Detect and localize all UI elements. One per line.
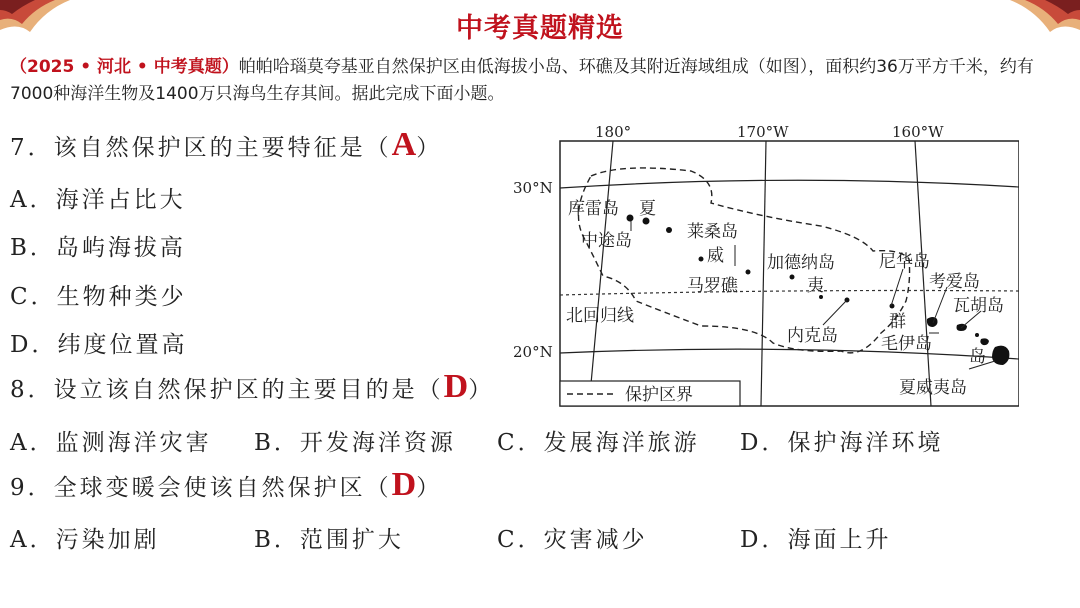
page-title: 中考真题精选 [456,13,624,44]
label-yi: 夷 [807,276,824,296]
reserve-map [511,121,1019,408]
intro-text: 帕帕哈瑙莫夸基亚自然保护区由低海拔小岛、环礁及其附近海域组成（如图），面积约36万平方千米，约有7000种海洋生物及1400万只海鸟生存其间。据此完成下面小题。 [10,57,1034,104]
question-8-option-b: B．开发海洋资源 [254,430,456,456]
lon-label-170w: 170°W [737,123,789,141]
lat-label-20n: 20°N [513,343,553,361]
question-8 [10,368,494,406]
label-xia: 夏 [639,199,656,219]
label-tropic: 北回归线 [566,306,634,326]
island-laysan [699,257,704,262]
question-9-option-d: D．海面上升 [740,527,892,553]
question-7-close: ） [416,135,443,161]
question-8-option-c: C．发展海洋旅游 [497,430,700,456]
island-gardner [790,275,795,280]
label-gardner: 加德纳岛 [767,253,835,273]
label-necker: 内克岛 [787,326,838,346]
label-kure: 库雷岛 [568,199,619,219]
question-7 [10,126,442,164]
intro-paragraph [10,54,1072,108]
question-9-close: ） [416,475,443,501]
question-8-stem: 8．设立该自然保护区的主要目的是（ [10,377,444,403]
island-molokai [975,333,979,337]
island-pearl [666,227,672,233]
question-7-option-d: D．纬度位置高 [10,332,188,358]
question-7-stem: 7．该自然保护区的主要特征是（ [10,135,392,161]
question-9-option-b: B．范围扩大 [254,527,404,553]
label-laysan: 莱桑岛 [687,222,738,242]
lon-label-180: 180° [595,123,632,141]
question-7-answer: A [391,126,417,163]
lon-label-160w: 160°W [892,123,944,141]
island-maro [746,270,751,275]
legend-label: 保护区界 [625,385,693,405]
label-maro: 马罗礁 [687,276,738,296]
question-8-option-d: D．保护海洋环境 [740,430,944,456]
label-kauai: 考爱岛 [929,272,980,292]
lat-label-30n: 30°N [513,179,553,197]
label-qun: 群 [889,312,906,332]
question-8-close: ） [468,377,495,403]
question-9-answer: D [391,466,417,503]
intro-source: （2025 • 河北 • 中考真题） [10,57,239,77]
question-9-option-c: C．灾害减少 [497,527,648,553]
question-9 [10,466,442,504]
reserve-map-svg [511,121,1019,408]
question-7-option-a: A．海洋占比大 [10,187,186,213]
question-8-option-a: A．监测海洋灾害 [10,430,212,456]
label-oahu: 瓦胡岛 [953,296,1004,316]
question-7-option-b: B．岛屿海拔高 [10,235,186,261]
label-wei: 威 [707,246,724,266]
label-midway: 中途岛 [581,231,632,251]
island-kure [627,215,634,222]
island-hawaii [992,346,1009,365]
question-9-option-a: A．污染加剧 [10,527,160,553]
label-maui: 毛伊岛 [881,334,932,354]
question-7-option-c: C．生物种类少 [10,284,187,310]
question-8-answer: D [443,368,469,405]
label-dao: 岛 [969,347,986,367]
label-hawaii: 夏威夷岛 [899,378,967,398]
question-9-stem: 9．全球变暖会使该自然保护区（ [10,475,392,501]
label-nihoa: 尼华岛 [879,252,930,272]
